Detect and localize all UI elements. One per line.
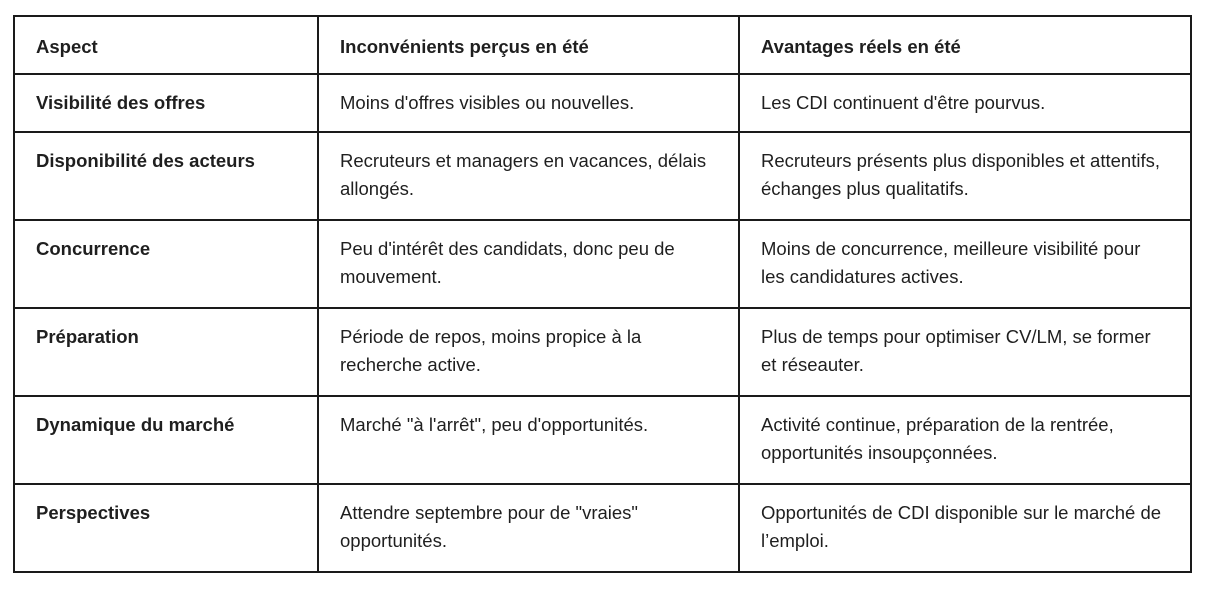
row-inconvenients-cell: Attendre septembre pour de "vraies" opportunités.: [318, 484, 739, 572]
row-inconvenients-cell: Moins d'offres visibles ou nouvelles.: [318, 74, 739, 132]
table-row: [14, 220, 1191, 308]
header-inconvenients: Inconvénients perçus en été: [318, 16, 739, 74]
row-inconvenients-cell: Période de repos, moins propice à la recherche active.: [318, 308, 739, 396]
comparison-table-container: [13, 15, 1190, 573]
table-row: [14, 396, 1191, 484]
comparison-table: [13, 15, 1192, 573]
row-avantages-cell: Recruteurs présents plus disponibles et attentifs, échanges plus qualitatifs.: [739, 132, 1191, 220]
header-aspect: Aspect: [14, 16, 318, 74]
table-header-row: [14, 16, 1191, 74]
header-avantages: Avantages réels en été: [739, 16, 1191, 74]
row-inconvenients-cell: Peu d'intérêt des candidats, donc peu de mouvement.: [318, 220, 739, 308]
row-avantages-cell: Plus de temps pour optimiser CV/LM, se former et réseauter.: [739, 308, 1191, 396]
row-avantages-cell: Activité continue, préparation de la rentrée, opportunités insoupçonnées.: [739, 396, 1191, 484]
row-avantages-cell: Moins de concurrence, meilleure visibilité pour les candidatures actives.: [739, 220, 1191, 308]
row-aspect-cell: Visibilité des offres: [14, 74, 318, 132]
table-row: [14, 132, 1191, 220]
table-row: [14, 484, 1191, 572]
row-aspect-cell: Concurrence: [14, 220, 318, 308]
row-avantages-cell: Les CDI continuent d'être pourvus.: [739, 74, 1191, 132]
table-row: [14, 74, 1191, 132]
row-aspect-cell: Dynamique du marché: [14, 396, 318, 484]
row-aspect-cell: Préparation: [14, 308, 318, 396]
row-inconvenients-cell: Recruteurs et managers en vacances, délais allongés.: [318, 132, 739, 220]
table-row: [14, 308, 1191, 396]
row-aspect-cell: Disponibilité des acteurs: [14, 132, 318, 220]
row-aspect-cell: Perspectives: [14, 484, 318, 572]
row-inconvenients-cell: Marché "à l'arrêt", peu d'opportunités.: [318, 396, 739, 484]
row-avantages-cell: Opportunités de CDI disponible sur le marché de l’emploi.: [739, 484, 1191, 572]
